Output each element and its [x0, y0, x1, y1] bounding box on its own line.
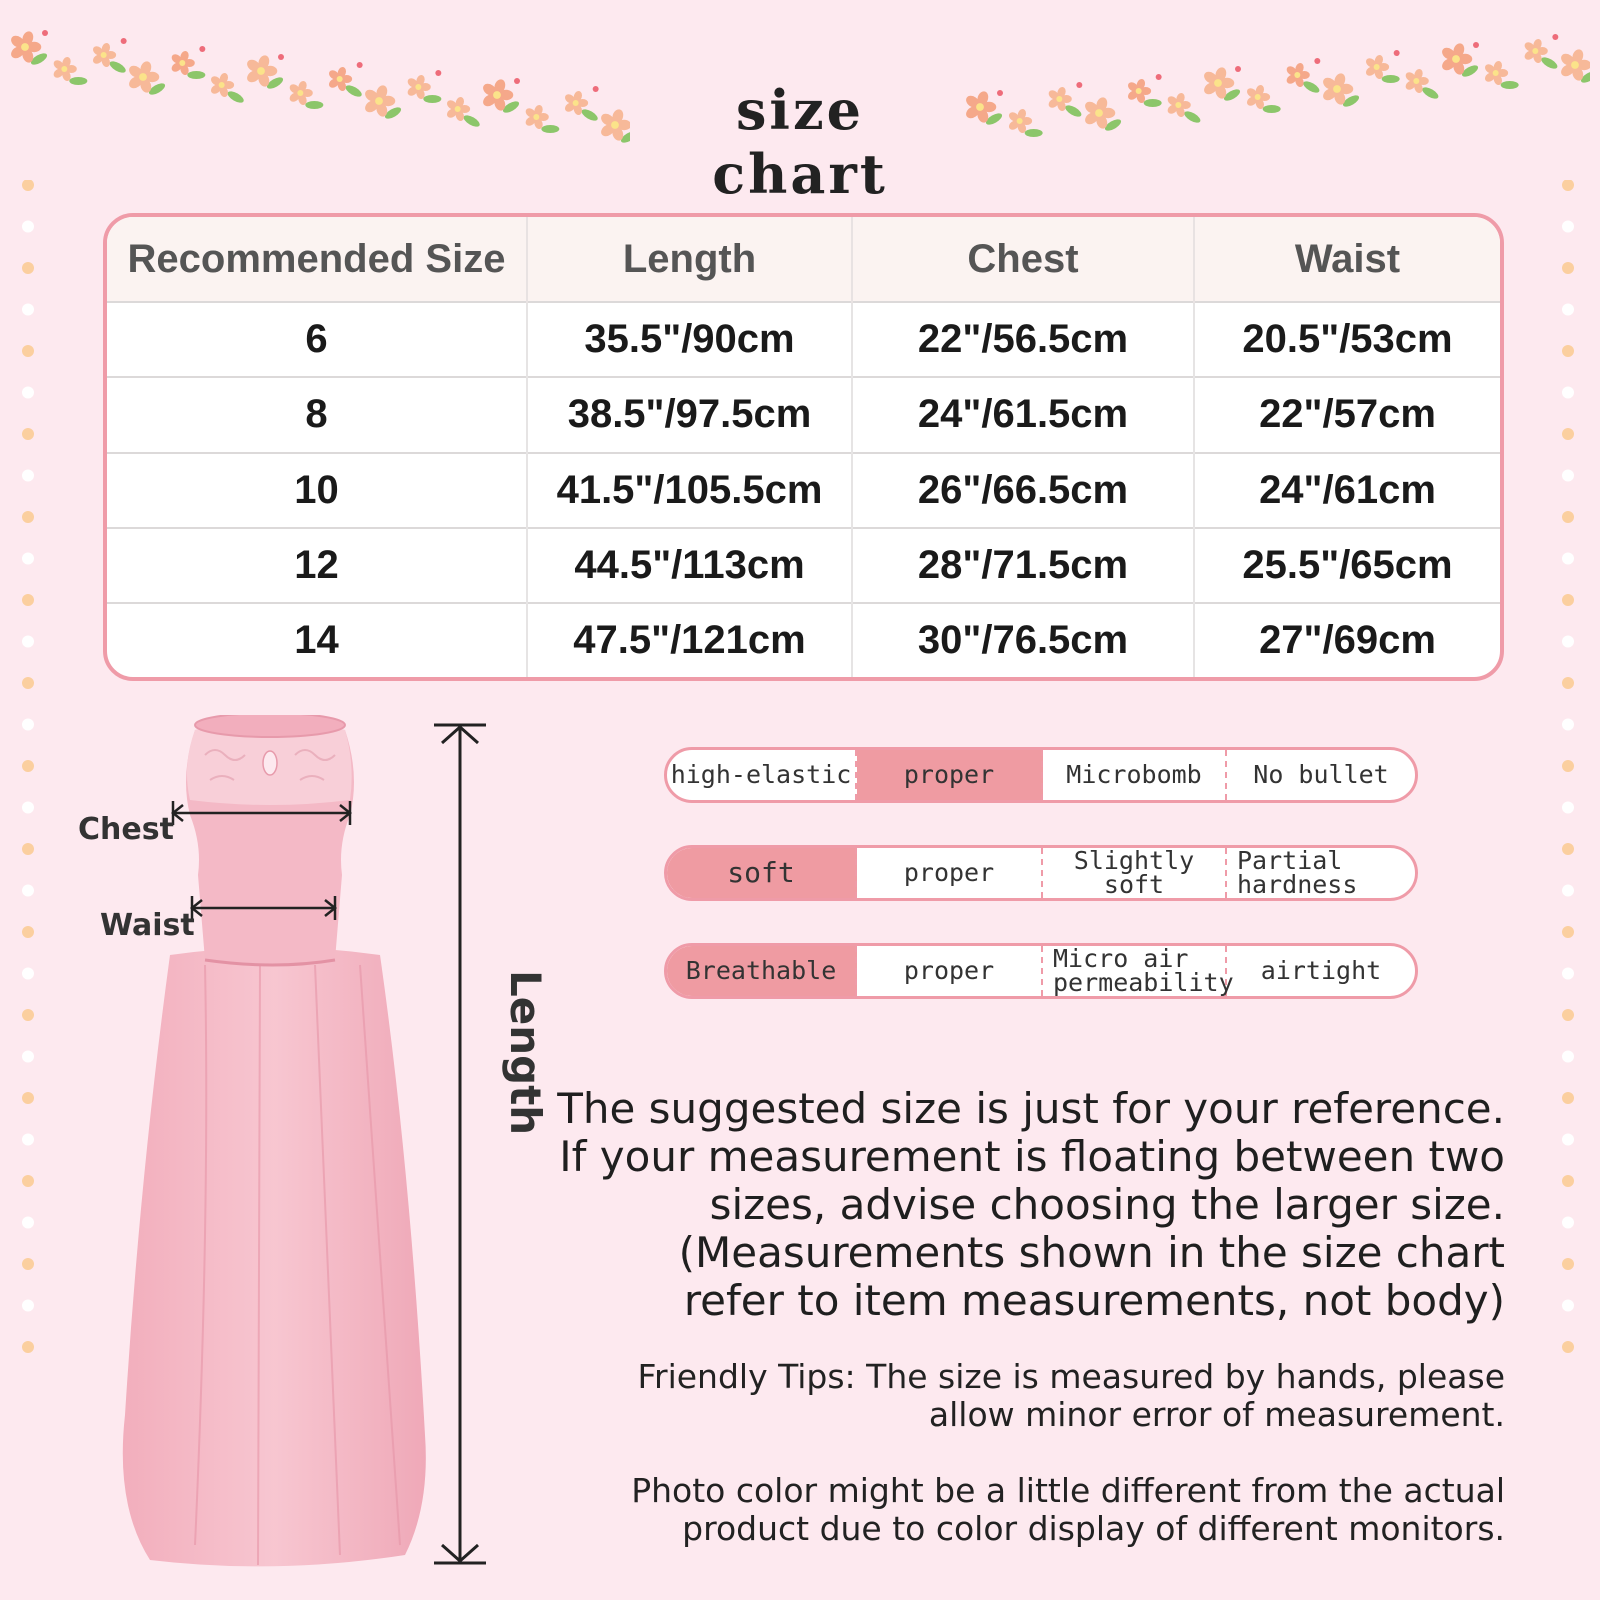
scale-option: Micro air permeability	[1043, 946, 1227, 996]
header-waist: Waist	[1194, 217, 1500, 302]
cell-size: 6	[107, 302, 527, 377]
color-disclaimer	[560, 1472, 1505, 1548]
note-line: sizes, advise choosing the larger size.	[709, 1180, 1505, 1229]
cell-chest: 24"/61.5cm	[852, 377, 1194, 452]
cell-length: 47.5"/121cm	[527, 603, 852, 677]
cell-chest: 26"/66.5cm	[852, 453, 1194, 528]
table-row	[107, 528, 1500, 603]
scale-option-selected: proper	[857, 750, 1043, 800]
table-row	[107, 302, 1500, 377]
scale-option: Microbomb	[1043, 750, 1227, 800]
size-table	[107, 217, 1500, 677]
cell-waist: 27"/69cm	[1194, 603, 1500, 677]
scale-option: high-elastic	[667, 750, 857, 800]
table-row	[107, 453, 1500, 528]
header-chest: Chest	[852, 217, 1194, 302]
floral-garland-right-icon	[965, 30, 1590, 150]
cell-length: 44.5"/113cm	[527, 528, 852, 603]
waist-label: Waist	[100, 908, 195, 943]
note-line: refer to item measurements, not body)	[683, 1276, 1505, 1325]
table-row	[107, 603, 1500, 677]
cell-length: 38.5"/97.5cm	[527, 377, 852, 452]
cell-waist: 25.5"/65cm	[1194, 528, 1500, 603]
elasticity-scale	[664, 747, 1418, 803]
cell-waist: 22"/57cm	[1194, 377, 1500, 452]
tip-line: allow minor error of measurement.	[928, 1395, 1505, 1434]
scale-option: Partial hardness	[1237, 846, 1358, 899]
table-row	[107, 377, 1500, 452]
note-line: The suggested size is just for your reference.	[557, 1084, 1505, 1133]
cell-size: 14	[107, 603, 527, 677]
cell-chest: 22"/56.5cm	[852, 302, 1194, 377]
dotted-border-left-icon	[18, 180, 38, 1380]
scale-option: No bullet	[1253, 760, 1389, 789]
cell-size: 12	[107, 528, 527, 603]
length-arrow-icon	[430, 715, 500, 1575]
dotted-border-right-icon	[1558, 180, 1578, 1380]
sizing-note	[500, 1085, 1505, 1325]
cell-size: 8	[107, 377, 527, 452]
cell-length: 35.5"/90cm	[527, 302, 852, 377]
table-header-row	[107, 217, 1500, 302]
cell-size: 10	[107, 453, 527, 528]
scale-option-selected: Breathable	[667, 946, 857, 996]
cell-chest: 28"/71.5cm	[852, 528, 1194, 603]
page-title: size chart	[712, 78, 888, 206]
scale-option: proper	[857, 946, 1043, 996]
length-label: Length	[501, 970, 550, 1136]
cell-chest: 30"/76.5cm	[852, 603, 1194, 677]
chest-label: Chest	[78, 812, 174, 847]
friendly-tip	[560, 1358, 1505, 1434]
header-recommended-size: Recommended Size	[107, 217, 527, 302]
scale-option: airtight	[1260, 956, 1382, 985]
cell-waist: 20.5"/53cm	[1194, 302, 1500, 377]
scale-option-selected: soft	[667, 848, 857, 898]
disclaimer-line: product due to color display of different monitors.	[682, 1509, 1505, 1548]
softness-scale	[664, 845, 1418, 901]
cell-length: 41.5"/105.5cm	[527, 453, 852, 528]
note-line: If your measurement is floating between two	[559, 1132, 1505, 1181]
cell-waist: 24"/61cm	[1194, 453, 1500, 528]
disclaimer-line: Photo color might be a little different from the actual	[631, 1471, 1505, 1510]
size-table-container	[103, 213, 1504, 681]
tip-line: Friendly Tips: The size is measured by hands, please	[637, 1357, 1505, 1396]
scale-option: Slightly soft	[1043, 848, 1227, 898]
floral-garland-left-icon	[10, 30, 630, 150]
header-length: Length	[527, 217, 852, 302]
scale-option: proper	[857, 848, 1043, 898]
breathability-scale	[664, 943, 1418, 999]
note-line: (Measurements shown in the size chart	[678, 1228, 1505, 1277]
